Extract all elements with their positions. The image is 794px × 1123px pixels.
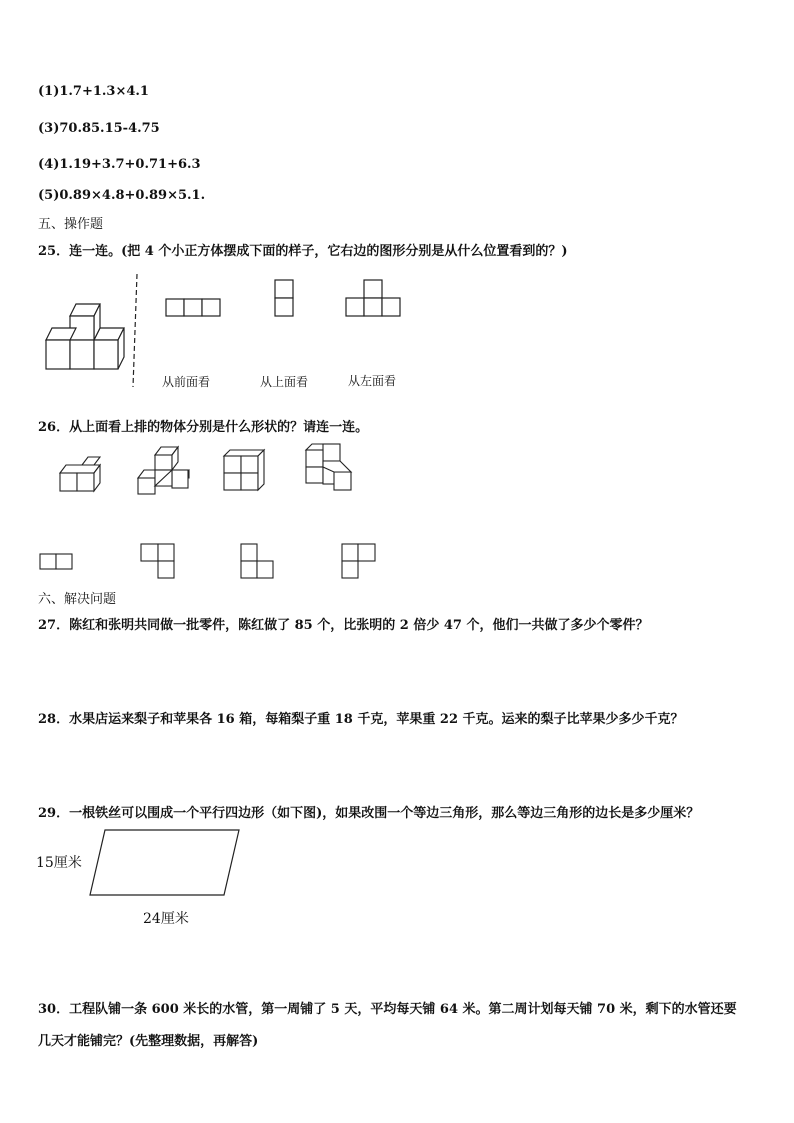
question-30-line-2: 几天才能铺完？(先整理数据，再解答) [38,1034,259,1049]
q29-base-label: 24厘米 [143,911,189,927]
calc-item-1: (1)1.7+1.3×4.1 [38,84,149,99]
q26-figure-svg [38,440,368,585]
question-27-text: 27．陈红和张明共同做一批零件，陈红做了 85 个，比张明的 2 倍少 47 个，他们一共做了多少个零件？ [38,618,649,633]
section-title-problem-solving: 六、解决问题 [38,592,117,607]
q25-figure [44,272,404,392]
calc-item-5: (5)0.89×4.8+0.89×5.1. [38,188,206,203]
question-26-text: 26．从上面看上排的物体分别是什么形状的？请连一连。 [38,420,369,435]
question-29-text: 29．一根铁丝可以围成一个平行四边形（如下图)，如果改围一个等边三角形，那么等边三角形的边长是多少厘米？ [38,806,700,821]
section-title-operations: 五、操作题 [38,217,104,232]
q26-figure [38,440,368,585]
q25-label-front: 从前面看 [162,375,211,389]
q29-side-label: 15厘米 [36,855,82,871]
question-30-line-1: 30．工程队铺一条 600 米长的水管，第一周铺了 5 天，平均每天铺 64 米。第二周计划每天铺 70 米，剩下的水管还要 [38,1002,737,1017]
question-25-text: 25．连一连。(把 4 个小正方体摆成下面的样子，它右边的图形分别是从什么位置看到的？) [38,244,568,259]
question-28-text: 28．水果店运来梨子和苹果各 16 箱，每箱梨子重 18 千克，苹果重 22 千克。运来的梨子比苹果少多少千克？ [38,712,684,727]
calc-item-4: (4)1.19+3.7+0.71+6.3 [38,157,201,172]
calc-item-3: (3)70.85.15-4.75 [38,121,160,136]
q29-figure [36,826,256,931]
q25-label-left: 从左面看 [348,374,397,388]
q25-label-top: 从上面看 [260,375,309,389]
